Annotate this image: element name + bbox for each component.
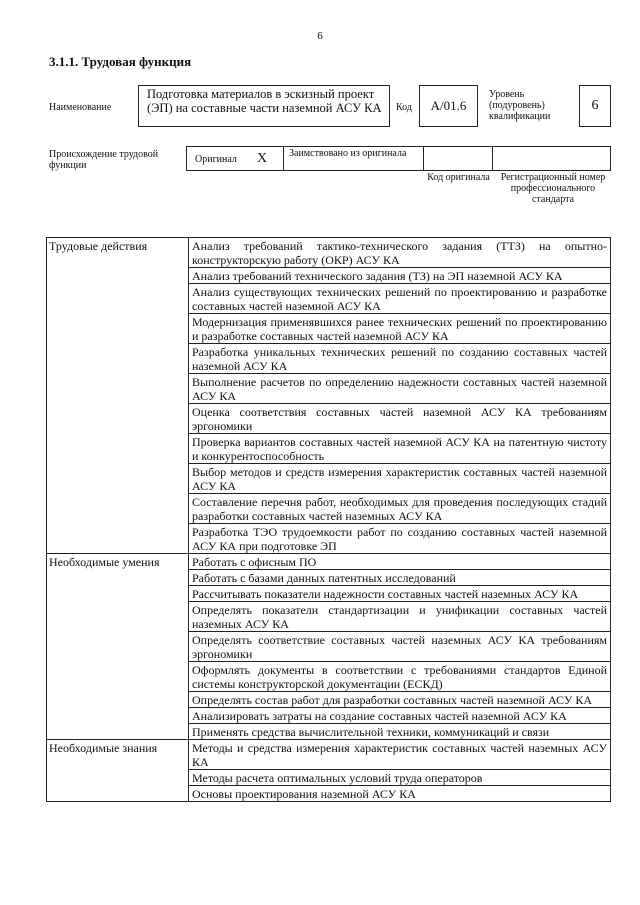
section-item: Основы проектирования наземной АСУ КА — [189, 786, 611, 802]
table-row — [47, 554, 611, 570]
section-item: Разработка уникальных технических решений по созданию составных частей наземной АСУ КА — [189, 344, 611, 374]
code-original-caption: Код оригинала — [427, 172, 490, 183]
section-item: Определять показатели стандартизации и унификации составных частей наземных АСУ КА — [189, 602, 611, 632]
section-item: Оформлять документы в соответствии с требованиями стандартов Единой системы конструкторской документации (ЕСКД) — [189, 662, 611, 692]
qualification-level-value: 6 — [579, 85, 611, 127]
section-item: Анализ существующих технических решений по проектированию и разработке составных частей наземной АСУ КА — [189, 284, 611, 314]
section-item: Разработка ТЭО трудоемкости работ по созданию составных частей наземной АСУ КА при подготовке ЭП — [189, 524, 611, 554]
section-title: 3.1.1. Трудовая функция — [49, 54, 192, 69]
section-item: Анализ требований технического задания (ТЗ) на ЭП наземной АСУ КА — [189, 268, 611, 284]
function-details-body — [47, 238, 611, 802]
origin-registration-cell — [493, 147, 610, 170]
table-row — [47, 238, 611, 268]
section-item: Методы расчета оптимальных условий труда операторов — [189, 770, 611, 786]
origin-row — [186, 146, 611, 171]
section-item: Проверка вариантов составных частей наземной АСУ КА на патентную чистоту и конкурентоспособность — [189, 434, 611, 464]
code-label: Код — [396, 102, 412, 113]
section-item: Определять соответствие составных частей наземных АСУ КА требованиям эргономики — [189, 632, 611, 662]
function-details-table — [46, 237, 611, 802]
page-number: 6 — [317, 30, 323, 42]
origin-original-cell — [187, 147, 284, 170]
origin-code-cell — [424, 147, 493, 170]
section-item: Выбор методов и средств измерения характеристик составных частей наземной АСУ КА — [189, 464, 611, 494]
section-item: Работать с офисным ПО — [189, 554, 611, 570]
section-item: Анализировать затраты на создание составных частей наземной АСУ КА — [189, 708, 611, 724]
function-code: A/01.6 — [419, 85, 478, 127]
section-item: Методы и средства измерения характеристик составных частей наземных АСУ КА — [189, 740, 611, 770]
origin-label: Происхождение трудовой функции — [49, 149, 159, 171]
borrowed-label: Заимствовано из оригинала — [289, 148, 407, 159]
section-item: Применять средства вычислительной техники, коммуникаций и связи — [189, 724, 611, 740]
section-item: Определять состав работ для разработки составных частей наземной АСУ КА — [189, 692, 611, 708]
name-label: Наименование — [49, 102, 112, 113]
section-title-cell: Необходимые знания — [47, 740, 189, 802]
section-title-cell: Необходимые умения — [47, 554, 189, 740]
section-item: Модернизация применявшихся ранее технических решений по проектированию и разработке составных частей наземной АСУ КА — [189, 314, 611, 344]
qualification-level-label: Уровень (подуровень) квалификации — [489, 89, 551, 122]
section-item: Составление перечня работ, необходимых для проведения последующих стадий разработки составных частей наземных АСУ КА — [189, 494, 611, 524]
section-item: Выполнение расчетов по определению надежности составных частей наземной АСУ КА — [189, 374, 611, 404]
section-item: Работать с базами данных патентных исследований — [189, 570, 611, 586]
registration-caption: Регистрационный номер профессионального стандарта — [500, 172, 606, 205]
section-item: Оценка соответствия составных частей наземной АСУ КА требованиям эргономики — [189, 404, 611, 434]
section-title-cell: Трудовые действия — [47, 238, 189, 554]
section-item: Анализ требований тактико-технического задания (ТТЗ) на опытно-конструкторскую работу (ОКР) АСУ КА — [189, 238, 611, 268]
function-name: Подготовка материалов в эскизный проект (ЭП) на составные части наземной АСУ КА — [138, 85, 390, 127]
origin-borrowed-cell — [284, 147, 424, 170]
table-row — [47, 740, 611, 770]
section-item: Рассчитывать показатели надежности составных частей наземных АСУ КА — [189, 586, 611, 602]
original-mark: X — [257, 151, 268, 166]
original-label: Оригинал — [195, 154, 237, 165]
